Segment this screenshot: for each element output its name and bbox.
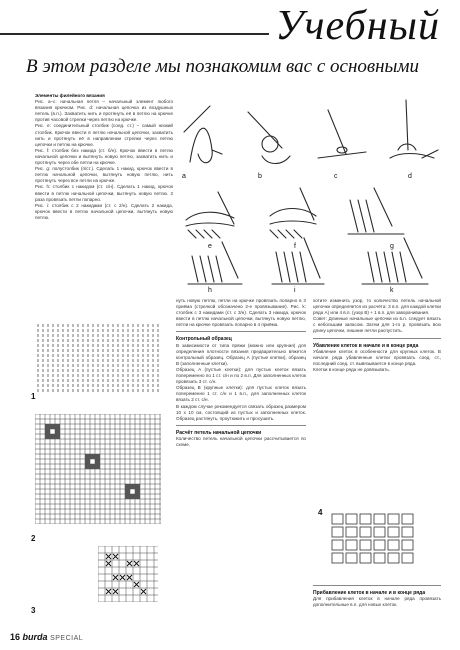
figure-letter: b: [258, 173, 262, 180]
paragraph: Клетки в конце ряда не довязывать.: [313, 366, 391, 372]
mesh-cell: [332, 540, 343, 550]
stitch-chart-1: [35, 322, 161, 392]
mesh-cell: [374, 514, 385, 524]
filled-cell: [125, 484, 130, 489]
figure-i: [272, 238, 324, 284]
filled-cell: [95, 459, 100, 464]
stitch-chart-2: [35, 414, 161, 524]
paragraph: Рис. f: столбик без накида (ст. б/н). Крючок ввести в петлю начальной цепочки и вытянуть новую петлю, захватить нить и протянуть через обе петли на крючке.: [35, 147, 173, 166]
figure-letter: e: [208, 243, 212, 250]
section-heading: Прибавление клеток в начале и в конце ряда: [313, 590, 426, 596]
mesh-cell: [374, 540, 385, 550]
chart-label: 2: [31, 534, 36, 543]
mesh-cell: [360, 540, 371, 550]
filled-cell: [125, 494, 130, 499]
paragraph: хотите изменить узор, то количество петель начальной цепочки определяется из расчёта: 3 в.п. для каждой клетки ряда А) или 4 в.п. (узор В) + 1 в.п. для заворачивания.: [313, 298, 441, 316]
filled-cell: [90, 454, 95, 459]
figure-letter: i: [294, 287, 296, 292]
mesh-cell: [388, 514, 399, 524]
filled-cell: [45, 429, 50, 434]
filled-cell: [95, 464, 100, 469]
paragraph: Образец A (пустые клетки): для пустых клеток вязать попеременно по 1 ст. с/н и по 2 в.п. Для заполненных клеток провязать 3 ст. с/н.: [176, 366, 306, 385]
hook-illustrations-svg: [178, 92, 448, 292]
figure-letter: g: [390, 243, 394, 250]
paragraph: Совет: Длинные начальные цепочки из в.п. следует вязать с небольшим запасом. Затем для 1-го р. провязать всю длину цепочки, лишние петли распустить.: [313, 316, 441, 334]
stitch-chart-4-svg: [326, 510, 422, 570]
filled-cell: [85, 454, 90, 459]
column-3-bottom: [313, 582, 441, 608]
figure-letter: h: [208, 287, 212, 292]
mesh-cell: [360, 553, 371, 563]
figure-letter: k: [390, 287, 394, 292]
section-heading: Элементы филейного вязания: [35, 93, 105, 98]
filled-cell: [85, 464, 90, 469]
paragraph: Рис. h: столбик с накидом (ст. с/н). Сделать 1 накид, крючок ввести в петлю начальной цепочки, вытянуть новую петлю. 2 раза провязать петли попарно.: [35, 184, 173, 202]
paragraph: В каждом случае рекомендуется связать образец размером 10 x 10 см, состоящий из пустых и заполненных клеток. Образец растянуть, проутюжить и просушить.: [176, 403, 306, 421]
paragraph: Рис. e: соединительный столбик (соед. ст.) – самый низкий столбик. Крючок ввести в петлю начальной цепочки, захватить нить и протянуть её в направлении стрелки через петлю цепочки и петлю на крючке.: [35, 123, 173, 147]
page-subtitle: В этом разделе мы познакомим вас с основными: [26, 56, 420, 77]
figure-letter: a: [182, 173, 186, 180]
filled-cell: [55, 429, 60, 434]
header-band: [0, 0, 460, 50]
filled-cell: [135, 484, 140, 489]
figure-letter: f: [294, 243, 296, 250]
stitch-chart-4: [326, 510, 422, 570]
section-heading: Расчёт петель начальной цепочки: [176, 429, 262, 436]
figure-g: [348, 188, 404, 234]
filled-cell: [95, 454, 100, 459]
mesh-cell: [374, 527, 385, 537]
filled-cell: [55, 424, 60, 429]
brand-logo: burda: [22, 632, 48, 642]
figure-h: [188, 242, 242, 284]
brand-special: SPECIAL: [50, 635, 84, 642]
filled-cell: [55, 434, 60, 439]
divider: [176, 331, 306, 332]
page-footer: [10, 632, 83, 642]
filled-cell: [135, 489, 140, 494]
mesh-cell: [346, 540, 357, 550]
paragraph: Рис. g: полустолбик (п/ст.). Сделать 1 накид, крючок ввести в петлю начальной цепочки, вытянуть новую петлю, нить протянуть через все петли на крючке.: [35, 166, 173, 184]
divider: [313, 338, 441, 339]
mesh-cell: [388, 553, 399, 563]
mesh-cell: [402, 514, 413, 524]
figure-letter: c: [334, 173, 338, 180]
filled-cell: [125, 489, 130, 494]
filled-cell: [130, 494, 135, 499]
mesh-cell: [388, 527, 399, 537]
chart-label: 1: [31, 392, 36, 401]
column-1: [35, 93, 173, 221]
mesh-cell: [346, 527, 357, 537]
mesh-cell: [360, 527, 371, 537]
stitch-chart-3: [98, 546, 158, 602]
mesh-cell: [388, 540, 399, 550]
filled-cell: [50, 434, 55, 439]
mesh-cell: [402, 540, 413, 550]
hook-illustrations: [178, 92, 448, 292]
divider: [313, 585, 441, 586]
figure-a: [184, 106, 222, 163]
mesh-cell: [374, 553, 385, 563]
figure-k: [362, 238, 428, 284]
paragraph: Для прибавления клеток в начале ряда провязать дополнительные в.п. для новых клеток.: [313, 596, 441, 608]
page-title: Учебный: [269, 2, 446, 50]
page-number: 16: [10, 632, 21, 642]
paragraph: Рис. i: столбик с 2 накидами (ст. с 2/н). Сделать 2 накида, крючок ввести в петлю начальной цепочки, вытянуть новую петлю.: [35, 202, 173, 220]
paragraph: Образец B (крупные клетки): для пустых клеток вязать попеременно 1 ст. с/н и 1 в.п., для заполненных клеток вязать 2 ст. с/н.: [176, 385, 306, 403]
figure-d: [390, 100, 438, 158]
mesh-cell: [332, 514, 343, 524]
chart-label: 3: [31, 606, 36, 615]
figure-c: [318, 110, 366, 158]
mesh-cell: [346, 514, 357, 524]
filled-cell: [45, 424, 50, 429]
mesh-cell: [360, 514, 371, 524]
mesh-cell: [332, 527, 343, 537]
filled-cell: [85, 459, 90, 464]
stitch-chart-3-svg: [98, 546, 158, 602]
section-heading: Контрольный образец: [176, 336, 232, 343]
paragraph: В зависимости от типа пряжи (можно или крупная) для определения плотности вязания предварительно вяжется контрольный образец. Образец А (пустые клетки), образец В (заполненные клетки).: [176, 342, 306, 366]
figure-e: [186, 192, 234, 238]
figure-f: [270, 188, 316, 238]
filled-cell: [45, 434, 50, 439]
paragraph: нуть новую петлю, петли на крючке провязать попарно в 3 приёма (стрелкой обозначено 2-е провязывание). Рис. k: столбик с 3 накидами (ст. с 3/н). Сделать 3 накида, крючок ввести в петлю начальной цепочки, вытянуть новую петлю, петли на крючке провязать попарно в 4 приёма.: [176, 298, 306, 328]
mesh-cell: [332, 553, 343, 563]
filled-cell: [135, 494, 140, 499]
paragraph: Убавление клеток в особенности для крупных клеток. В начале ряда убавленные клетки провязать соед. ст., последний соед. ст. вывязывается в конце ряда.: [313, 348, 441, 366]
paragraph: Рис. a–c: начальная петля – начальный элемент любого вязания крючком. Рис. d: начальная цепочка из воздушных петель (в.п.). Захватить нить и протянуть её в петлю на крючке против часовой стрелки через петлю на крючке.: [35, 99, 173, 123]
filled-cell: [130, 484, 135, 489]
filled-cell: [90, 464, 95, 469]
mesh-cell: [402, 527, 413, 537]
paragraph: Количество петель начальной цепочки рассчитывается по схеме.: [176, 435, 306, 447]
figure-letter: d: [408, 173, 412, 180]
mesh-cell: [346, 553, 357, 563]
stitch-chart-1-svg: [35, 322, 161, 392]
chart-label: 4: [318, 508, 323, 517]
column-3: [313, 298, 441, 373]
mesh-cell: [402, 553, 413, 563]
divider: [176, 425, 306, 426]
stitch-chart-2-svg: [35, 414, 161, 524]
column-2: [176, 298, 306, 448]
section-heading: Убавление клеток в начале и в конце ряда: [313, 342, 419, 349]
filled-cell: [50, 424, 55, 429]
figure-b: [248, 112, 290, 164]
